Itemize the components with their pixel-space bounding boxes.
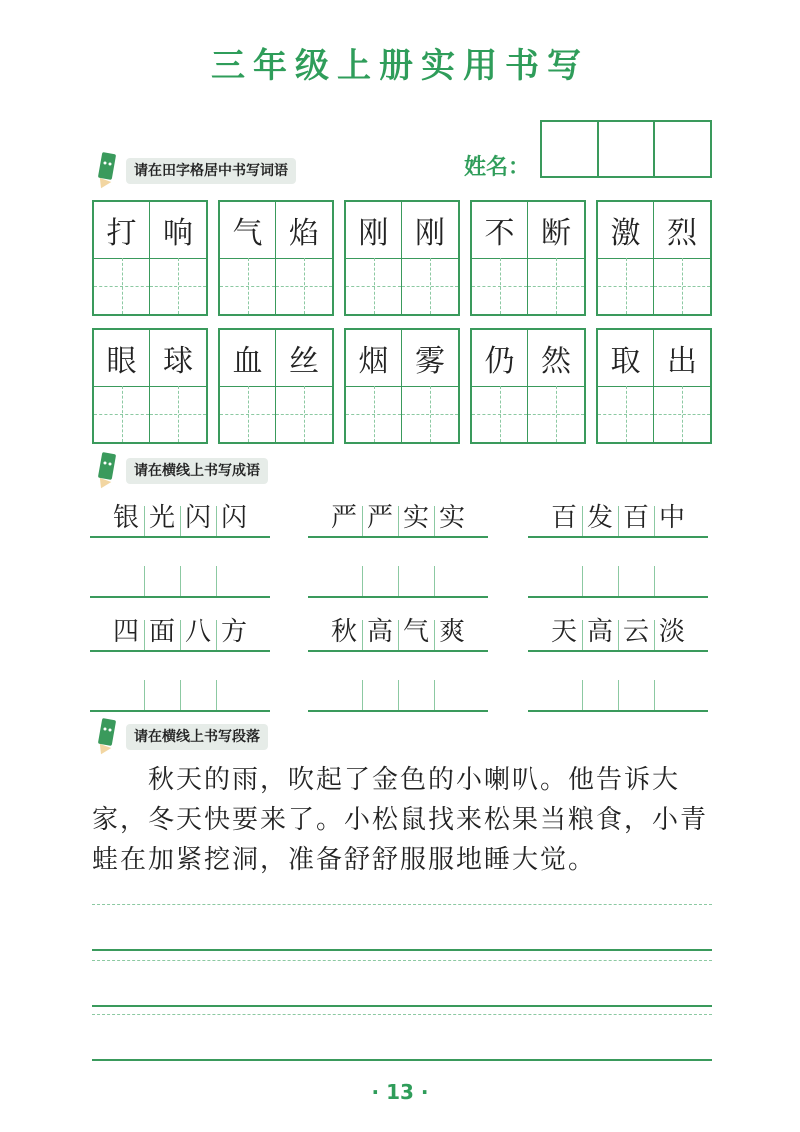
writing-line[interactable] xyxy=(92,1014,712,1061)
word-char: 出 xyxy=(654,330,710,387)
section-label-idioms xyxy=(92,458,268,484)
idiom-writing-line[interactable] xyxy=(90,556,270,598)
grid-cell xyxy=(598,330,654,442)
word-char: 雾 xyxy=(402,330,458,387)
grid-cell xyxy=(220,330,276,442)
section-label-text: 请在横线上书写成语 xyxy=(126,458,268,484)
idiom-char: 光 xyxy=(148,503,175,533)
word-char: 激 xyxy=(598,202,653,259)
section-label-text: 请在横线上书写段落 xyxy=(126,724,268,750)
writing-line[interactable] xyxy=(92,960,712,1007)
word-char: 取 xyxy=(598,330,653,387)
word-char: 响 xyxy=(150,202,206,259)
paragraph-text: 秋天的雨，吹起了金色的小喇叭。他告诉大家，冬天快要来了。小松鼠找来松果当粮食，小青蛙在加紧挖洞，准备舒舒服服地睡大觉。 xyxy=(92,765,709,875)
idiom-char: 四 xyxy=(112,617,139,647)
idiom-block xyxy=(528,496,708,598)
word-char: 烟 xyxy=(346,330,401,387)
idiom-char: 严 xyxy=(330,503,357,533)
idiom-char: 气 xyxy=(402,617,429,647)
idiom-char: 云 xyxy=(622,617,649,647)
section-label-paragraph xyxy=(92,724,268,750)
word-char: 仍 xyxy=(472,330,527,387)
grid-cell xyxy=(94,202,150,314)
grid-cell xyxy=(346,330,402,442)
word-box[interactable] xyxy=(470,328,586,444)
idiom-char: 闪 xyxy=(220,503,247,533)
idiom-char: 面 xyxy=(148,617,175,647)
word-box[interactable] xyxy=(344,200,460,316)
grid-cell xyxy=(528,330,584,442)
grid-cell xyxy=(276,330,332,442)
word-box[interactable] xyxy=(344,328,460,444)
word-char: 球 xyxy=(150,330,206,387)
idiom-char: 中 xyxy=(658,503,685,533)
grid-cell xyxy=(654,202,710,314)
section-label-words xyxy=(92,158,296,184)
word-box[interactable] xyxy=(218,328,334,444)
idiom-char: 天 xyxy=(550,617,577,647)
grid-cell xyxy=(598,202,654,314)
grid-cell xyxy=(528,202,584,314)
idiom-block xyxy=(308,496,488,598)
idiom-char: 闪 xyxy=(184,503,211,533)
pencil-icon xyxy=(92,151,122,191)
word-char: 打 xyxy=(94,202,149,259)
grid-cell xyxy=(472,202,528,314)
pencil-icon xyxy=(92,451,122,491)
idiom-char: 发 xyxy=(586,503,613,533)
grid-cell xyxy=(402,330,458,442)
section-label-text: 请在田字格居中书写词语 xyxy=(126,158,296,184)
idiom-writing-line[interactable] xyxy=(528,670,708,712)
idiom-char: 实 xyxy=(438,503,465,533)
idiom-char: 高 xyxy=(366,617,393,647)
word-box[interactable] xyxy=(596,200,712,316)
word-char: 眼 xyxy=(94,330,149,387)
name-label: 姓名： xyxy=(464,155,531,180)
idiom-char: 高 xyxy=(586,617,613,647)
idiom-writing-line[interactable] xyxy=(528,556,708,598)
name-input-boxes[interactable] xyxy=(540,120,712,178)
word-char: 烈 xyxy=(654,202,710,259)
idiom-block xyxy=(90,496,270,598)
page-title: 三年级上册实用书写 xyxy=(211,46,589,86)
word-char: 断 xyxy=(528,202,584,259)
idiom-char: 实 xyxy=(402,503,429,533)
idiom-block xyxy=(528,610,708,712)
idiom-char: 严 xyxy=(366,503,393,533)
word-box[interactable] xyxy=(596,328,712,444)
word-char: 焰 xyxy=(276,202,332,259)
idiom-char: 银 xyxy=(112,503,139,533)
idiom-writing-line[interactable] xyxy=(90,670,270,712)
idiom-char: 淡 xyxy=(658,617,685,647)
word-box[interactable] xyxy=(218,200,334,316)
writing-line[interactable] xyxy=(92,904,712,951)
pencil-icon xyxy=(92,717,122,757)
word-box[interactable] xyxy=(470,200,586,316)
grid-cell xyxy=(150,330,206,442)
word-char: 血 xyxy=(220,330,275,387)
idiom-char: 方 xyxy=(220,617,247,647)
grid-cell xyxy=(94,330,150,442)
idiom-char: 秋 xyxy=(330,617,357,647)
grid-cell xyxy=(150,202,206,314)
word-box[interactable] xyxy=(92,200,208,316)
grid-cell xyxy=(654,330,710,442)
word-box[interactable] xyxy=(92,328,208,444)
idiom-block xyxy=(90,610,270,712)
idiom-block xyxy=(308,610,488,712)
idiom-char: 八 xyxy=(184,617,211,647)
page-number: · 13 · xyxy=(371,1080,429,1104)
word-char: 丝 xyxy=(276,330,332,387)
word-char: 气 xyxy=(220,202,275,259)
idiom-char: 爽 xyxy=(438,617,465,647)
idiom-writing-line[interactable] xyxy=(308,670,488,712)
grid-cell xyxy=(346,202,402,314)
word-char: 不 xyxy=(472,202,527,259)
idiom-writing-line[interactable] xyxy=(308,556,488,598)
grid-cell xyxy=(402,202,458,314)
grid-cell xyxy=(220,202,276,314)
word-char: 然 xyxy=(528,330,584,387)
word-char: 刚 xyxy=(346,202,401,259)
idiom-char: 百 xyxy=(622,503,649,533)
grid-cell xyxy=(276,202,332,314)
word-char: 刚 xyxy=(402,202,458,259)
idiom-char: 百 xyxy=(550,503,577,533)
grid-cell xyxy=(472,330,528,442)
